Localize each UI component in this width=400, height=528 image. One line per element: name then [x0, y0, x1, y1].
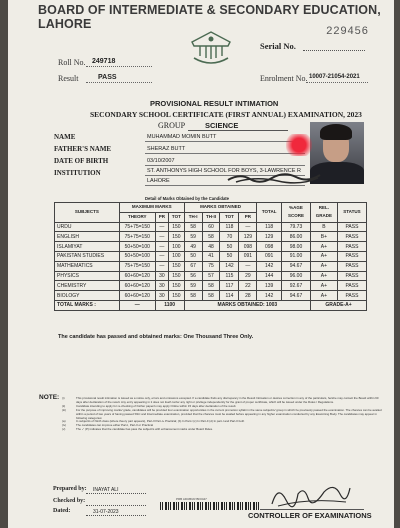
roll-line	[86, 66, 152, 67]
note-item: (ii) Candidate intending to apply for re-checking of his/her paper/s may apply Online within 15 days after declaration of the result.	[62, 403, 237, 408]
father-name-value: SHERAZ BUTT	[147, 146, 186, 152]
table-row: CHEMISTRY 60+60=120 30 150 59 58 117 22 139 92.67 A+ PASS	[55, 281, 367, 291]
header-pr-obtained: PR	[239, 212, 257, 222]
header-max-marks: MAXIMUM MARKS	[119, 203, 184, 213]
institution-city: LAHORE	[147, 178, 170, 184]
note-item: (i) This provisional result intimation is issued as a notice only, errors and omissions excepted. If a candidate finds any discrepancy in the Result Intimation or desires correction in any of the particulars, he/she may contact the Board within 60 days after declaration of the result. Any entry appearing in it does not itself confer any right or privilege independently for the grant of proper certificate, which will be issued under the Rules / Regulations.	[62, 396, 379, 404]
total-max-dash: —	[119, 300, 155, 310]
passed-statement: The candidate has passed and obtained marks: One Thousand Three Only.	[58, 334, 254, 340]
note-item: (iii) For the purpose of improving marks/ grade, candidates will be provided four examination opportunities in the current promotion syllabi in the same subject/s/ group in which he previously passed the examination. The chances can be availed within a period of two years of having passed SSC and Intermediate examination, provided that the chances must be availed before appearing in any higher examination conducted by any Examining Body. The candidates may appear in following categories:	[62, 407, 382, 420]
intimation-title: PROVISIONAL RESULT INTIMATION	[150, 99, 279, 108]
enrolment-label: Enrolment No.	[260, 74, 308, 83]
institution-line-2	[145, 185, 305, 186]
header-marks-obtained: MARKS OBTAINED	[184, 203, 257, 213]
board-title: BOARD OF INTERMEDIATE & SECONDARY EDUCATION, LAHORE	[38, 3, 381, 31]
signature-line	[260, 509, 364, 510]
name-label: NAME	[54, 133, 76, 141]
total-grade: GRADE-A+	[311, 300, 367, 310]
result-value: PASS	[98, 74, 117, 81]
note-item: (v) The ✓ (P) indicates that the candidate has pass the subject/s with enhancement marks under Board Rules.	[62, 427, 213, 432]
note-item: (iv) The candidates can improve either Part-I, Part-II or Practical	[62, 423, 153, 428]
table-row: PHYSICS 60+60=120 30 150 56 57 115 29 144 96.00 A+ PASS	[55, 271, 367, 281]
table-row: BIOLOGY 60+60=120 30 150 58 58 114 28 142 94.67 A+ PASS	[55, 291, 367, 301]
institution-value: ST. ANTHONYS HIGH SCHOOL FOR BOYS, 3-LAWRENCE R	[147, 168, 301, 174]
name-value: MUHAMMAD MOMIN BUTT	[147, 134, 217, 140]
table-row: PAKISTAN STUDIES 50+50=100 — 100 50 41 50 091 091 91.00 A+ PASS	[55, 251, 367, 261]
table-row: URDU 75+75=150 — 150 58 60 118 — 118 79.73 B PASS	[55, 222, 367, 232]
prepared-by-value: INAYAT ALI	[93, 487, 119, 493]
enrolment-value: 10007-21054-2021	[309, 74, 360, 80]
dob-line	[145, 165, 305, 166]
total-obtained: MARKS OBTAINED: 1003	[184, 300, 310, 310]
serial-label: Serial No.	[260, 41, 296, 51]
name-line	[145, 141, 305, 142]
checked-line	[86, 505, 146, 506]
institution-label: INSTITUTION	[54, 169, 101, 177]
table-row: ISLAMIYAT 50+50=100 — 100 49 48 50 098 098 98.00 A+ PASS	[55, 242, 367, 252]
marks-table	[54, 202, 367, 311]
header-grade: REL. GRADE	[311, 203, 338, 223]
header-total: TOTAL	[257, 203, 282, 223]
group-line	[188, 130, 288, 131]
marks-caption: Detail of Marks Obtained by the Candidate	[145, 196, 229, 201]
roll-value: 249718	[92, 58, 116, 65]
table-row: ENGLISH 75+75=150 — 150 59 58 70 129 129 86.00 B+ PASS	[55, 232, 367, 242]
exam-title: SECONDARY SCHOOL CERTIFICATE (FIRST ANNUAL) EXAMINATION, 2023	[90, 110, 362, 119]
notes-list	[62, 397, 382, 432]
dob-label: DATE OF BIRTH	[54, 157, 109, 165]
result-line	[86, 82, 152, 83]
father-name-line	[145, 153, 305, 154]
serial-number-printed: 229456	[326, 26, 369, 38]
serial-line	[303, 50, 365, 51]
total-label: TOTAL MARKS :	[55, 300, 120, 310]
enrolment-line	[306, 82, 368, 83]
header-tot-obtained: TOT	[220, 212, 239, 222]
controller-title: CONTROLLER OF EXAMINATIONS	[248, 511, 372, 520]
red-redaction-mark	[286, 134, 312, 156]
controller-signature	[268, 480, 352, 510]
group-label: GROUP	[158, 121, 186, 130]
table-row: MATHEMATICS 75+75=150 — 150 67 75 142 — 142 94.67 A+ PASS	[55, 261, 367, 271]
dob-value: 03/10/2007	[147, 158, 175, 164]
result-label: Result	[58, 74, 79, 83]
header-th1: TH-I	[184, 212, 202, 222]
header-status: STATUS	[337, 203, 366, 223]
handwritten-scribble	[226, 171, 322, 185]
header-pct: %AGE SCORE	[281, 203, 310, 223]
dated-label: Dated:	[53, 508, 71, 514]
dated-line	[86, 515, 146, 516]
total-max: 1100	[155, 300, 184, 310]
total-row	[55, 300, 367, 310]
header-tot: TOT	[169, 212, 185, 222]
father-name-label: FATHER'S NAME	[54, 145, 112, 153]
group-value: SCIENCE	[205, 121, 239, 130]
header-pr: PR	[155, 212, 168, 222]
header-subjects: SUBJECTS	[55, 203, 120, 223]
barcode-label: PRB ADUBUR BF0447	[176, 497, 207, 501]
note-label: NOTE:	[39, 394, 60, 401]
prepared-by-label: Prepared by:	[53, 486, 87, 492]
board-logo-icon	[188, 28, 234, 70]
prepared-line	[86, 493, 146, 494]
checked-by-label: Checked by:	[53, 498, 86, 504]
header-theory: THEORY	[119, 212, 155, 222]
dated-value: 31-07-2023	[93, 509, 119, 515]
barcode	[160, 502, 260, 510]
roll-label: Roll No.	[58, 58, 86, 67]
header-th2: TH-II	[202, 212, 220, 222]
note-item: (a) In subject/s of Ninth class (where theory part appears), Part-II Part-I+ Practical; (b) In Part-I (c) In Part-II (d) In part-I and Part-II both	[62, 419, 245, 424]
marks-body	[55, 222, 367, 310]
